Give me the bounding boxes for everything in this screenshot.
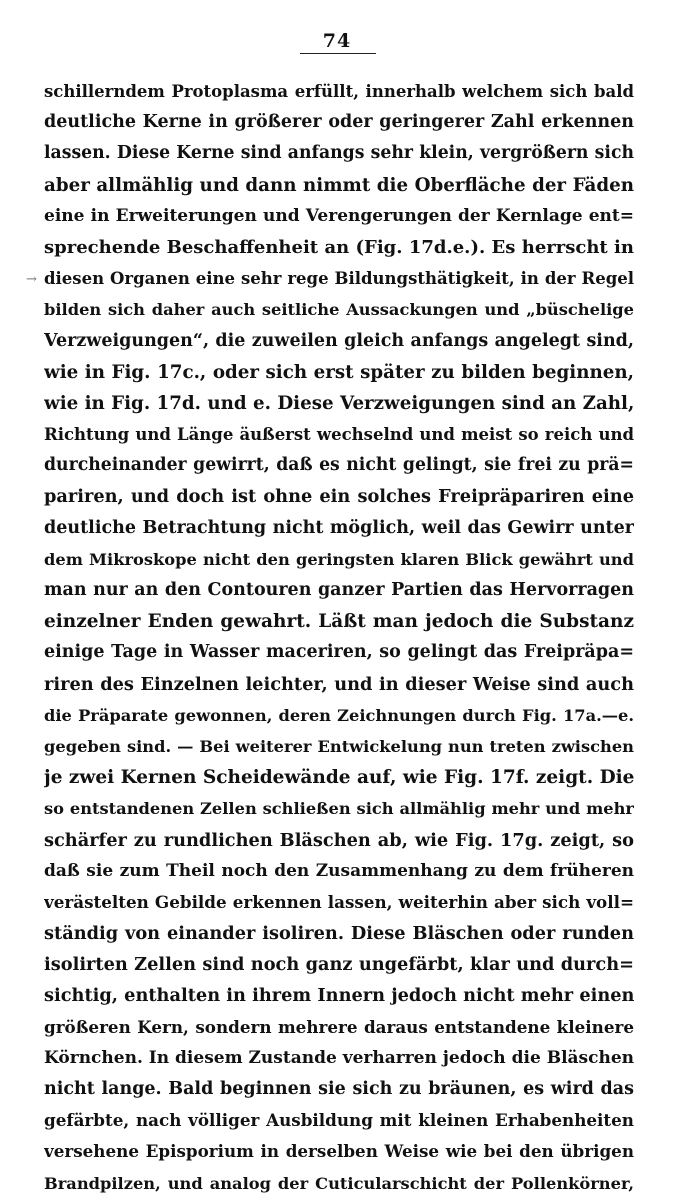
text-line: größeren Kern, sondern mehrere daraus entstandene kleinere [44, 1016, 634, 1037]
text-line: Richtung und Länge äußerst wechselnd und meist so reich und [44, 425, 634, 445]
text-line: Verzweigungen“, die zuweilen gleich anfangs angelegt sind, [44, 330, 634, 351]
text-line: Körnchen. In diesem Zustande verharren jedoch die Bläschen [44, 1047, 634, 1068]
text-line: sichtig, enthalten in ihrem Innern jedoch nicht mehr einen [44, 985, 634, 1007]
text-line: riren des Einzelnen leichter, und in dieser Weise sind auch [44, 673, 634, 695]
text-line: Brandpilzen, und analog der Cuticularschicht der Pollenkörner, [44, 1173, 634, 1193]
text-line: man nur an den Contouren ganzer Partien das Hervorragen [44, 580, 634, 600]
text-line: isolirten Zellen sind noch ganz ungefärbt, klar und durch= [44, 954, 634, 976]
text-line: wie in Fig. 17d. und e. Diese Verzweigungen sind an Zahl, [44, 392, 634, 414]
text-line: eine in Erweiterungen und Verengerungen der Kernlage ent= [44, 205, 634, 226]
text-line: sprechende Beschaffenheit an (Fig. 17d.e.). Es herrscht in [44, 236, 634, 258]
text-line: lassen. Diese Kerne sind anfangs sehr klein, vergrößern sich [44, 143, 634, 164]
text-line: gegeben sind. — Bei weiterer Entwickelung nun treten zwischen [44, 736, 634, 756]
text-line: schärfer zu rundlichen Bläschen ab, wie Fig. 17g. zeigt, so [44, 829, 634, 851]
text-line: diesen Organen eine sehr rege Bildungsthätigkeit, in der Regel [44, 269, 634, 289]
text-line: verästelten Gebilde erkennen lassen, weiterhin aber sich voll= [44, 891, 634, 912]
text-line: wie in Fig. 17c., oder sich erst später zu bilden beginnen, [44, 361, 634, 383]
text-line: daß sie zum Theil noch den Zusammenhang zu dem früheren [44, 860, 634, 881]
text-line: versehene Episporium in derselben Weise wie bei den übrigen [44, 1141, 634, 1162]
text-line: so entstandenen Zellen schließen sich allmählig mehr und mehr [44, 799, 634, 819]
text-line: durcheinander gewirrt, daß es nicht gelingt, sie frei zu prä= [44, 455, 634, 476]
text-line: schillerndem Protoplasma erfüllt, innerhalb welchem sich bald [44, 82, 634, 101]
text-line: ständig von einander isoliren. Diese Bläschen oder runden [44, 923, 634, 945]
text-line: aber allmählig und dann nimmt die Oberfläche der Fäden [44, 174, 634, 196]
text-line: einige Tage in Wasser maceriren, so gelingt das Freipräpa= [44, 642, 634, 663]
margin-pencil-mark: → [26, 272, 37, 287]
text-line: einzelner Enden gewahrt. Läßt man jedoch die Substanz [44, 611, 634, 633]
text-line: dem Mikroskope nicht den geringsten klaren Blick gewährt und [44, 549, 634, 569]
text-line: deutliche Betrachtung nicht möglich, weil das Gewirr unter [44, 517, 634, 538]
text-line: die Präparate gewonnen, deren Zeichnungen durch Fig. 17a.—e. [44, 705, 634, 725]
text-line: nicht lange. Bald beginnen sie sich zu bräunen, es wird das [44, 1079, 634, 1099]
text-line: bilden sich daher auch seitliche Aussackungen und „büschelige [44, 300, 634, 320]
body-text [44, 76, 634, 1199]
text-line: pariren, und doch ist ohne ein solches Freipräpariren eine [44, 486, 634, 508]
header-rule [300, 53, 376, 54]
text-line: je zwei Kernen Scheidewände auf, wie Fig. 17f. zeigt. Die [44, 767, 634, 789]
page-number: 74 [322, 30, 352, 52]
text-line: deutliche Kerne in größerer oder geringerer Zahl erkennen [44, 112, 634, 133]
text-line: gefärbte, nach völliger Ausbildung mit kleinen Erhabenheiten [44, 1110, 634, 1131]
